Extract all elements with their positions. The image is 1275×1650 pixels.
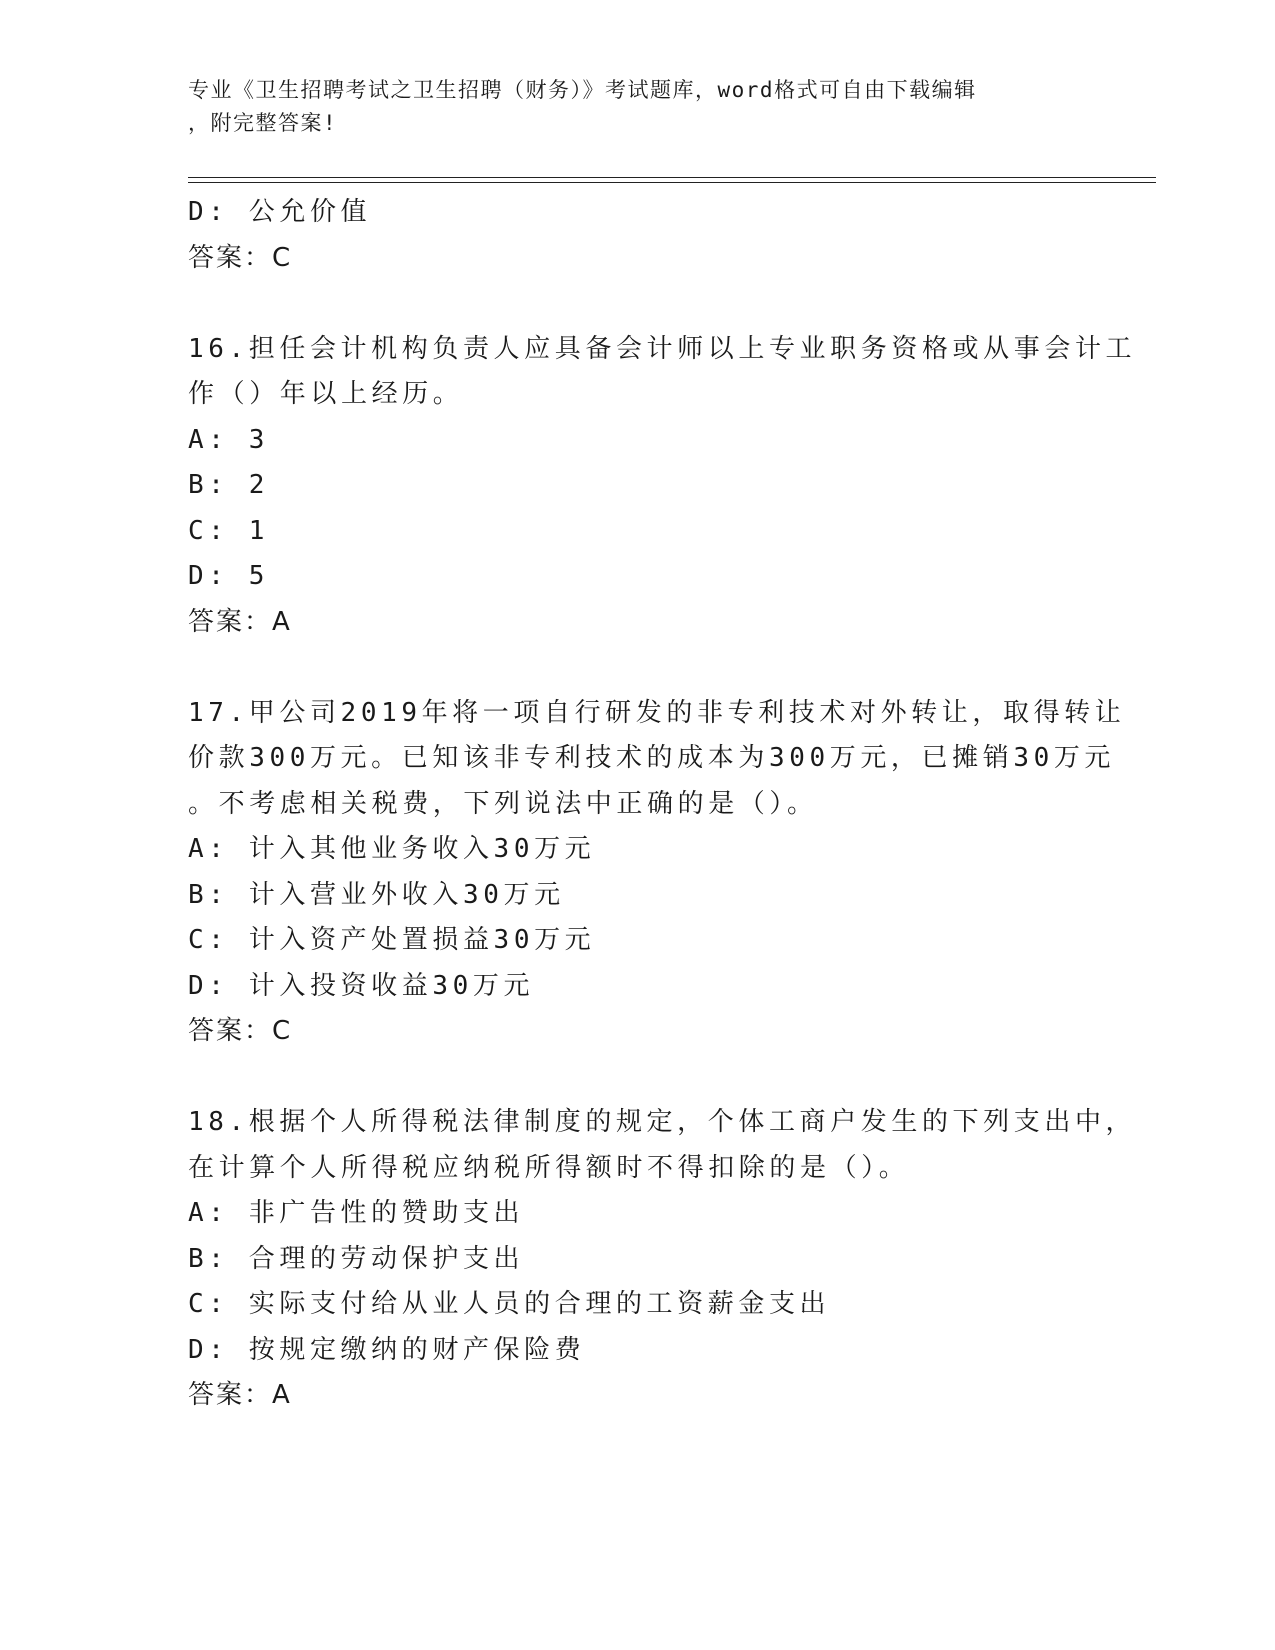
question-stem-line: 价款300万元。已知该非专利技术的成本为300万元，已摊销30万元 bbox=[188, 743, 1116, 773]
answer: 答案：A bbox=[188, 1380, 292, 1410]
prev-option-d: D: 公允价值 bbox=[188, 197, 372, 227]
spacer bbox=[188, 645, 1088, 691]
prev-answer: 答案：C bbox=[188, 242, 293, 273]
option-d: D: 按规定缴纳的财产保险费 bbox=[188, 1334, 586, 1365]
option-d: D: 计入投资收益30万元 bbox=[188, 970, 535, 1001]
question-list bbox=[188, 190, 1137, 1419]
option-b: B: 2 bbox=[188, 470, 270, 500]
option-a: A: 计入其他业务收入30万元 bbox=[188, 834, 596, 864]
header-divider-top bbox=[188, 177, 1156, 178]
option-c: C: 实际支付给从业人员的合理的工资薪金支出 bbox=[188, 1289, 831, 1319]
header-line-1: 专业《卫生招聘考试之卫生招聘（财务）》考试题库，word格式可自由下载编辑 bbox=[188, 78, 977, 102]
header-divider-bottom bbox=[188, 182, 1156, 183]
question-stem-line: 16.担任会计机构负责人应具备会计师以上专业职务资格或从事会计工 bbox=[188, 333, 1137, 364]
question-18 bbox=[188, 1100, 1137, 1419]
question-16 bbox=[188, 327, 1137, 646]
option-b: B: 计入营业外收入30万元 bbox=[188, 879, 565, 910]
question-stem-line: 作（）年以上经历。 bbox=[188, 379, 464, 409]
spacer bbox=[188, 1055, 1088, 1101]
option-a: A: 非广告性的赞助支出 bbox=[188, 1198, 525, 1228]
question-17 bbox=[188, 691, 1126, 1055]
option-c: C: 1 bbox=[188, 515, 270, 546]
question-stem-line: 。不考虑相关税费，下列说法中正确的是（）。 bbox=[188, 788, 818, 819]
question-stem-line: 17.甲公司2019年将一项自行研发的非专利技术对外转让，取得转让 bbox=[188, 697, 1126, 728]
answer: 答案：C bbox=[188, 1016, 293, 1046]
option-c: C: 计入资产处置损益30万元 bbox=[188, 925, 596, 955]
option-a: A: 3 bbox=[188, 424, 270, 455]
spacer bbox=[188, 281, 1088, 327]
header-line-2: ，附完整答案! bbox=[188, 111, 338, 135]
question-stem-line: 在计算个人所得税应纳税所得额时不得扣除的是（）。 bbox=[188, 1152, 910, 1183]
page-header bbox=[188, 74, 1088, 140]
option-b: B: 合理的劳动保护支出 bbox=[188, 1243, 525, 1274]
option-d: D: 5 bbox=[188, 561, 270, 591]
answer: 答案：A bbox=[188, 606, 292, 637]
question-stem-line: 18.根据个人所得税法律制度的规定，个体工商户发生的下列支出中， bbox=[188, 1107, 1137, 1137]
